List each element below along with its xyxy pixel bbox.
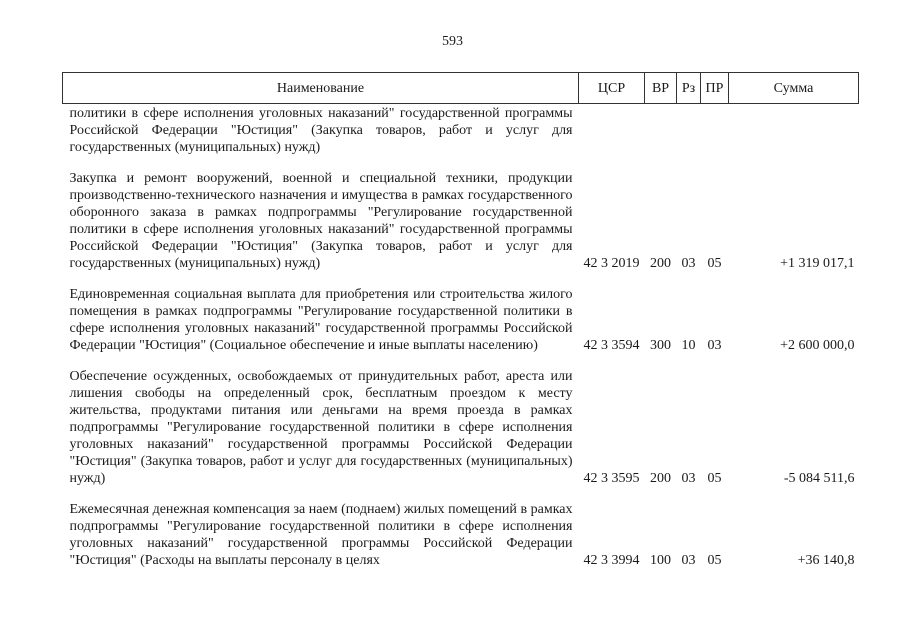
row-name: Единовременная социальная выплата для приобретения или строительства жилого помещения в рамках подпрограммы "Регулирование государственной политики в сфере исполнения уголовных наказаний" государственной программы Российской Федерации "Юстиция" (Социальное обеспечение и иные выплаты населению) [69,287,573,353]
header-pr: ПР [701,73,729,104]
row-sum: -5 084 511,6 [783,471,855,486]
row-rz [677,104,701,157]
table-row [63,104,859,157]
header-rz: Рз [677,73,701,104]
row-csr: 42 3 3994 [583,553,640,568]
row-pr [701,104,729,157]
row-vr: 300 [650,338,671,353]
row-name: Ежемесячная денежная компенсация за наем (поднаем) жилых помещений в рамках подпрограммы "Регулирование государственной политики в сфере исполнения уголовных наказаний" государственной программы Российской Федерации "Юстиция" (Расходы на выплаты персоналу в целях [69,502,573,568]
row-csr: 42 3 3594 [583,338,640,353]
header-sum: Сумма [729,73,859,104]
table-row [63,167,859,272]
row-vr: 200 [650,471,671,486]
row-csr: 42 3 3595 [583,471,640,486]
header-vr: ВР [645,73,677,104]
row-name: Обеспечение осужденных, освобождаемых от принудительных работ, ареста или лишения свободы на определенный срок, бесплатным проездом к месту жительства, продуктами питания или деньгами на время проезда в рамках подпрограммы "Регулирование государственной политики в сфере исполнения уголовных наказаний" государственной программы Российской Федерации "Юстиция" (Закупка товаров, работ и услуг для государственных (муниципальных) нужд) [69,369,573,486]
row-rz: 03 [681,471,696,486]
budget-table [62,72,859,569]
row-rz: 10 [681,338,696,353]
row-sum: +1 319 017,1 [780,256,855,271]
header-name: Наименование [63,73,579,104]
row-vr: 100 [650,553,671,568]
row-csr [579,104,645,157]
row-csr: 42 3 2019 [583,256,640,271]
row-name: политики в сфере исполнения уголовных наказаний" государственной программы Российской Федерации "Юстиция" (Закупка товаров, работ и услуг для государственных (муниципальных) нужд) [69,106,573,155]
row-vr: 200 [650,256,671,271]
row-name: Закупка и ремонт вооружений, военной и специальной техники, продукции производственно-технического назначения и имущества в рамках государственного оборонного заказа в рамках подпрограммы "Регулирование государственной политики в сфере исполнения уголовных наказаний" государственной программы Российской Федерации "Юстиция" (Закупка товаров, работ и услуг для государственных (муниципальных) нужд) [69,171,573,271]
row-pr: 03 [707,338,722,353]
row-pr: 05 [707,471,722,486]
row-pr: 05 [707,256,722,271]
row-rz: 03 [681,553,696,568]
page-number: 593 [442,34,463,49]
row-rz: 03 [681,256,696,271]
row-vr [645,104,677,157]
table-header-row [63,73,859,104]
table-row [63,283,859,354]
row-sum [729,104,859,157]
row-sum: +36 140,8 [797,553,855,568]
row-sum: +2 600 000,0 [780,338,855,353]
header-csr: ЦСР [579,73,645,104]
table-row [63,498,859,569]
row-pr: 05 [707,553,722,568]
table-row [63,365,859,487]
